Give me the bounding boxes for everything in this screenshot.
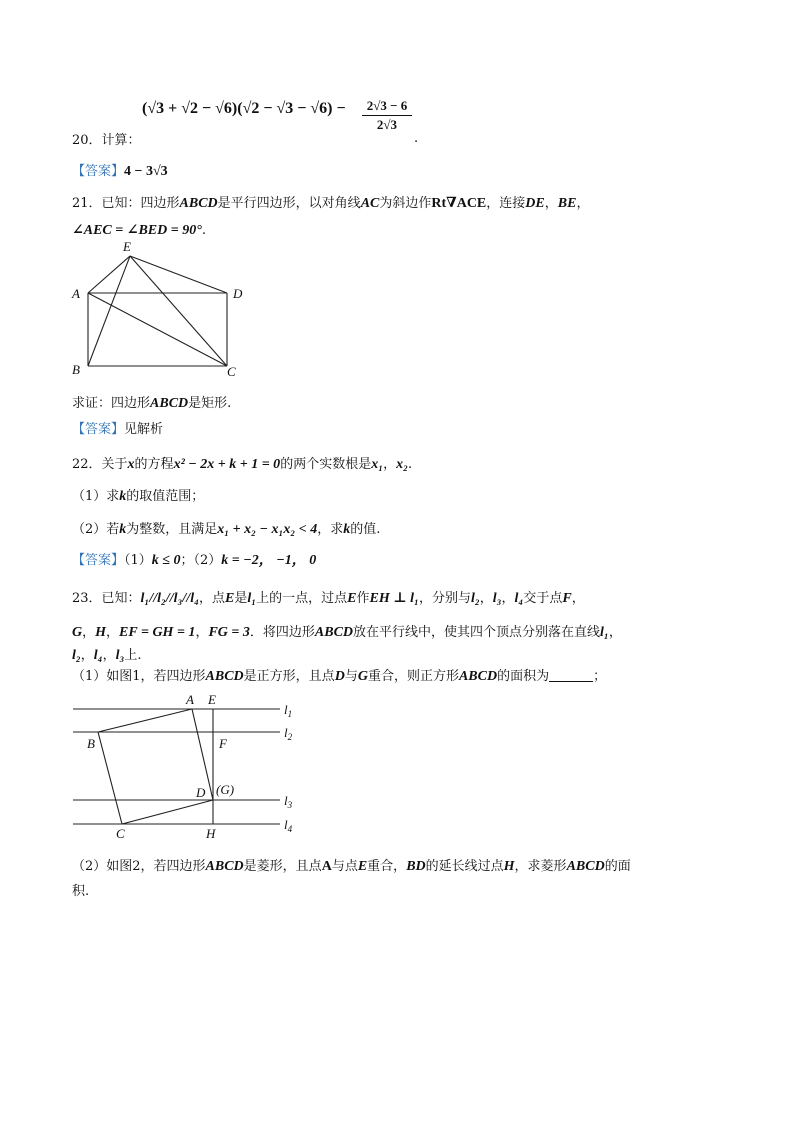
q22-line1: 22．关于x的方程x² − 2x + k + 1 = 0的两个实数根是x₁，x₂. (72, 457, 413, 472)
fig-label-b: B (72, 362, 80, 377)
q21-answer: 见解析 (124, 422, 164, 437)
fig1-line-l2: $l_2$ (284, 725, 293, 742)
q21-answer-line (72, 421, 163, 439)
answer-blank[interactable] (549, 669, 593, 682)
fig1-line-l3: $l_3$ (284, 793, 293, 810)
q22-answer-line: 【答案】（1）k ≤ 0；（2）k = −2， −1， 0 (72, 553, 317, 568)
q20-frac-numerator: 2√3 − 6 (362, 98, 412, 116)
fig1-label-e: E (208, 692, 216, 707)
q21-prove: 求证：四边形ABCD是矩形. (72, 396, 232, 411)
q23-part1: （1）如图1，若四边形ABCD是正方形，且点D与G重合，则正方形ABCD的面积为 ； (72, 669, 607, 684)
q20-answer-line (72, 163, 168, 181)
answer-tag: 【答案】 (72, 164, 125, 179)
q21-line2: ∠AEC = ∠BED = 90°. (72, 223, 206, 238)
q20-period: . (414, 131, 419, 146)
fig-label-a: A (72, 286, 80, 301)
answer-tag: 【答案】 (72, 553, 125, 568)
fig1-label-c: C (116, 826, 125, 840)
q23-part2: （2）如图2，若四边形ABCD是菱形，且点A与点E重合，BD的延长线过点H，求菱形ABCD的面 (72, 859, 631, 874)
fig1-label-a: A (186, 692, 194, 707)
fig1-line-l4: $l_4$ (284, 817, 293, 834)
fig1-label-d: D (196, 785, 206, 800)
q21-figure (70, 238, 260, 380)
answer-tag: 【答案】 (72, 422, 125, 437)
q22-part2: （2）若k为整数，且满足x₁ + x₂ − x₁x₂ < 4，求k的值. (72, 522, 381, 537)
fig1-label-h: H (206, 826, 216, 840)
fig1-label-g: (G) (216, 782, 235, 797)
q23-line1: 23．已知：l₁//l₂//l₃//l₄，点E是l₁上的一点，过点E作EH ⊥ l₁，分别与l₂，l₃，l₄交于点F， (72, 591, 585, 606)
fig1-label-b: B (87, 736, 95, 751)
q23-figure1 (70, 690, 310, 840)
q23-line2: G，H，EF = GH = 1，FG = 3．将四边形ABCD放在平行线中，使其四个顶点分别落在直线l₁， (72, 625, 622, 640)
q22-part1: （1）求k的取值范围； (72, 489, 205, 504)
q23-line3: l₂，l₄，l₃上. (72, 648, 142, 663)
fig-label-e: E (123, 239, 131, 254)
fig1-label-f: F (219, 736, 227, 751)
fig-label-c: C (227, 364, 236, 379)
q21-line1: 21．已知：四边形ABCD是平行四边形，以对角线AC为斜边作Rt∇ACE，连接DE，BE， (72, 196, 590, 211)
q20-prefix: 20．计算： (72, 133, 141, 148)
q23-part2-cont: 积. (72, 884, 90, 899)
q20-fraction (362, 98, 412, 133)
q20-frac-denominator: 2√3 (376, 117, 398, 132)
q20-answer: 4 − 3√3 (124, 164, 168, 179)
fig1-line-l1: $l_1$ (284, 702, 293, 719)
fig-label-d: D (233, 286, 243, 301)
q20-formula: (√3 + √2 − √6)(√2 − √3 − √6) − (142, 100, 346, 117)
